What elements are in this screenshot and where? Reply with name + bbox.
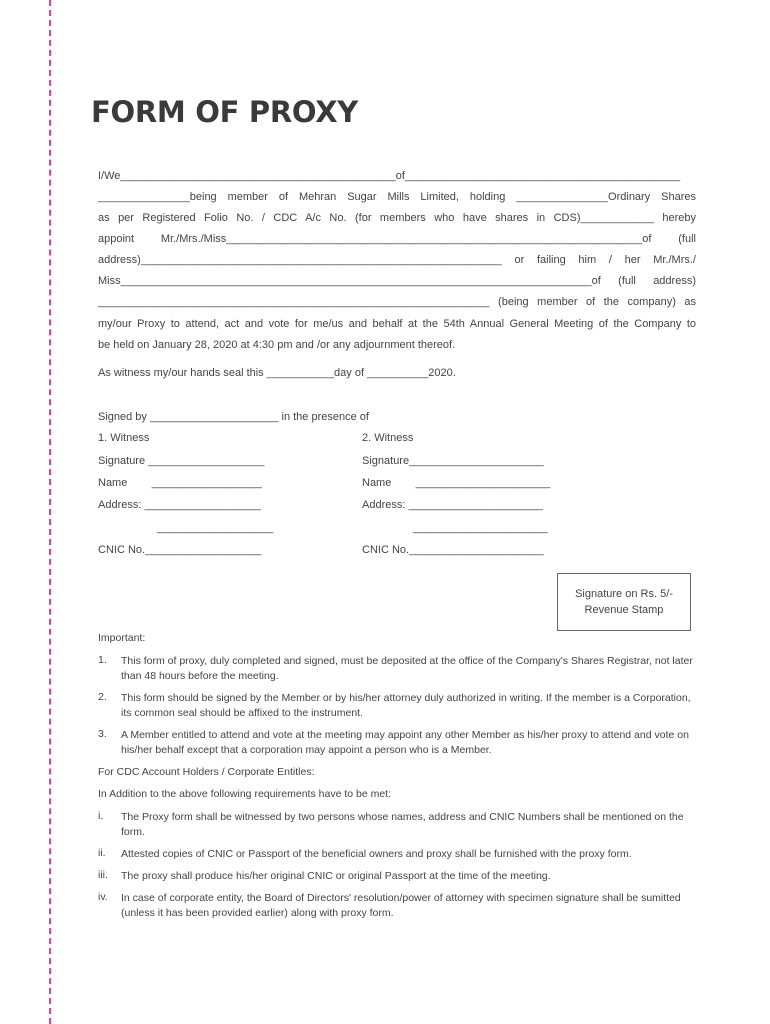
witness2-cnic: CNIC No.______________________ [362, 544, 544, 556]
form-line-2: _______________being member of Mehran Sugar Mills Limited, holding _______________Ordinary Shares [98, 191, 696, 203]
form-line-4: appoint Mr./Mrs./Miss____________________________________________________________________of (full [98, 233, 696, 245]
item-text: The Proxy form shall be witnessed by two persons whose names, address and CNIC Numbers shall be mentioned on the form. [121, 811, 684, 838]
item-text: The proxy shall produce his/her original CNIC or original Passport at the time of the meeting. [121, 870, 551, 882]
witness1-address: Address: ___________________ [98, 499, 261, 511]
witness2-signature: Signature______________________ [362, 455, 544, 467]
form-line-3: as per Registered Folio No. / CDC A/c No. (for members who have shares in CDS)____________ hereby [98, 212, 696, 224]
witness1-cnic: CNIC No.___________________ [98, 544, 262, 556]
item-text: Attested copies of CNIC or Passport of the beneficial owners and proxy shall be furnished with the proxy form. [121, 848, 632, 860]
witness2-name: Name ______________________ [362, 477, 551, 489]
item-number: iv. [98, 891, 108, 903]
witness-line: As witness my/our hands seal this ___________day of __________2020. [98, 367, 456, 379]
witness1-address-line2: ___________________ [157, 522, 274, 534]
cdc-heading: For CDC Account Holders / Corporate Entitles: [98, 766, 315, 778]
item-number: iii. [98, 869, 108, 881]
form-line-1: I/We_____________________________________________of_____________________________________________ [98, 170, 681, 182]
witness2-address: Address: ______________________ [362, 499, 544, 511]
form-line-9: be held on January 28, 2020 at 4:30 pm and /or any adjournment thereof. [98, 339, 456, 351]
cdc-intro: In Addition to the above following requirements have to be met: [98, 788, 392, 800]
witness2-address-line2: ______________________ [413, 522, 548, 534]
item-text: This form of proxy, duly completed and signed, must be deposited at the office of the Company's Shares Registrar, not later than 48 hours before the meeting. [121, 655, 693, 682]
item-number: ii. [98, 847, 106, 859]
revenue-stamp-box [557, 573, 691, 631]
form-line-6: Miss_____________________________________________________________________________of (full address) [98, 275, 696, 287]
stamp-line-2: Revenue Stamp [584, 604, 664, 616]
item-number: 1. [98, 654, 107, 666]
witness1-signature: Signature ___________________ [98, 455, 265, 467]
witness1-heading: 1. Witness [98, 432, 150, 444]
form-line-7: ________________________________________________________________ (being member of the company) as [98, 296, 696, 308]
witness2-heading: 2. Witness [362, 432, 414, 444]
page-title: FORM OF PROXY [91, 95, 358, 129]
item-text: In case of corporate entity, the Board of Directors' resolution/power of attorney with specimen signature shall be sumitted (unless it has been provided earlier) along with proxy form. [121, 892, 681, 919]
item-number: i. [98, 810, 104, 822]
item-text: This form should be signed by the Member or by his/her attorney duly authorized in writing. If the member is a Corporation, its common seal should be affixed to the instrument. [121, 692, 691, 719]
item-number: 3. [98, 728, 107, 740]
item-number: 2. [98, 691, 107, 703]
form-line-5: address)___________________________________________________________ or failing him / her Mr./Mrs./ [98, 254, 696, 266]
witness1-name: Name __________________ [98, 477, 262, 489]
signed-by-line: Signed by _____________________ in the presence of [98, 411, 369, 423]
stamp-line-1: Signature on Rs. 5/- [575, 588, 673, 600]
form-line-8: my/our Proxy to attend, act and vote for me/us and behalf at the 54th Annual General Meeting of the Company to [98, 318, 696, 330]
item-text: A Member entitled to attend and vote at the meeting may appoint any other Member as his/her proxy to attend and vote on his/her behalf except that a corporation may appoint a person who is a Member. [121, 729, 689, 756]
important-heading: Important: [98, 632, 146, 644]
